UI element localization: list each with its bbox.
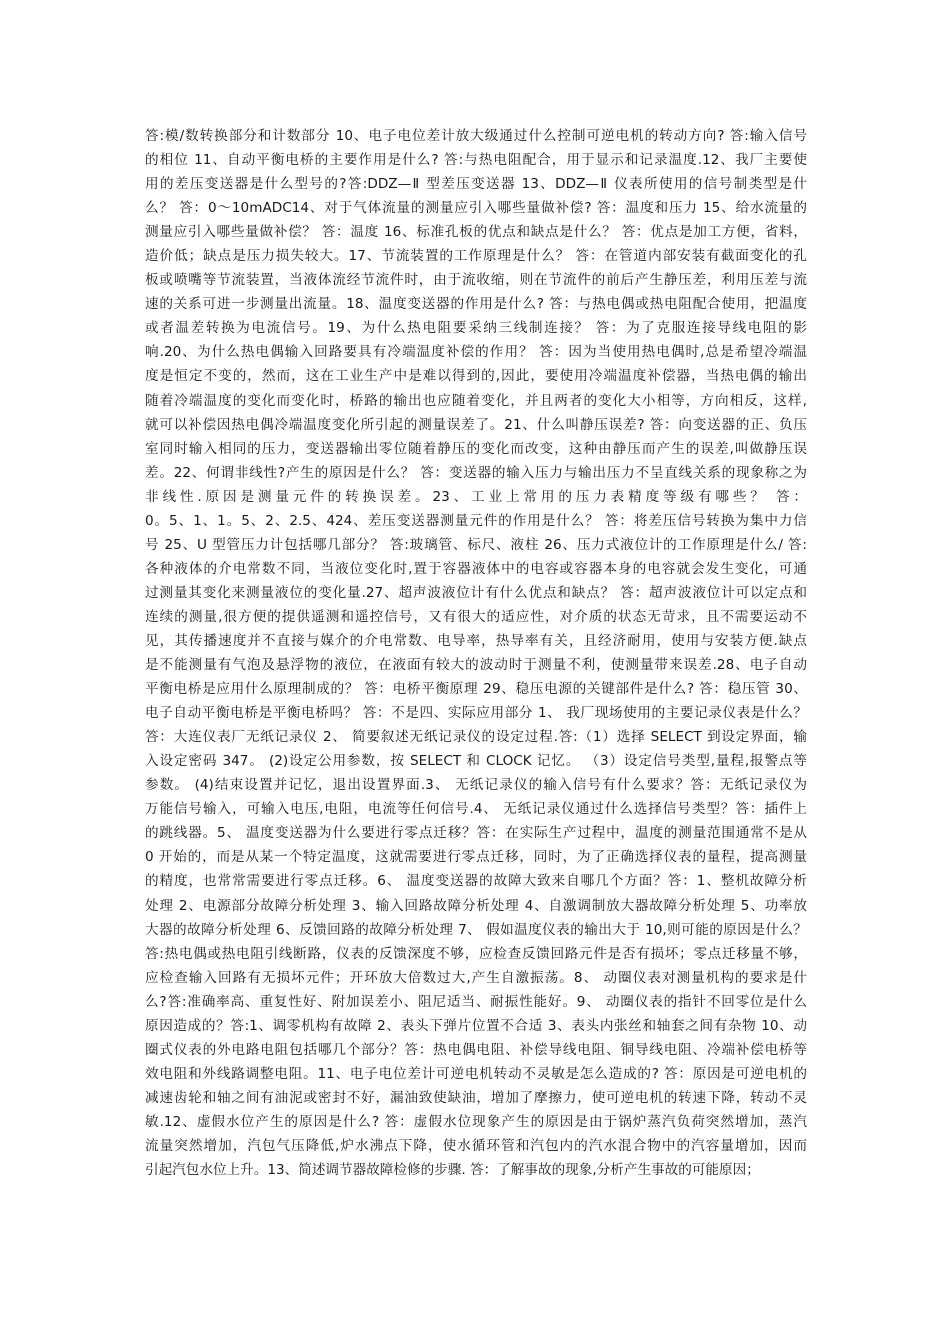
text-line: 平衡电桥是应用什么原理制成的？ 答：电桥平衡原理 29、稳压电源的关键部件是什么? 答：稳压管 30、	[145, 681, 807, 698]
text-line: 答:模/数转换部分和计数部分 10、电子电位差计放大级通过什么控制可逆电机的转动方向? 答:输入信号	[145, 128, 807, 144]
text-line: 是不能测量有气泡及悬浮物的液位，在液面有较大的波动时于测量不利，使测量带来误差.28、电子自动	[145, 657, 807, 674]
text-line: 度是恒定不变的，然而，这在工业生产中是难以得到的,因此，要使用冷端温度补偿器，当热电偶的输出	[145, 368, 807, 385]
text-line: 响.20、为什么热电偶输入回路要具有冷端温度补偿的作用？ 答：因为当使用热电偶时,总是希望冷端温	[145, 344, 807, 361]
document-body	[145, 124, 807, 1182]
text-line: 0。5、1、1。5、2、2.5、424、差压变送器测量元件的作用是什么？ 答：将差压信号转换为集中力信	[145, 512, 807, 529]
text-line: 过测量其变化来测量液位的变化量.27、超声波液位计有什么优点和缺点？ 答：超声波液位计可以定点和	[145, 584, 807, 601]
text-line: 或者温差转换为电流信号。19、为什么热电阻要采纳三线制连接？ 答：为了克服连接导线电阻的影	[145, 320, 807, 337]
text-line: 各种液体的介电常数不同，当液位变化时,置于容器液体中的电容或容器本身的电容就会发生变化，可通	[145, 560, 807, 577]
text-line: 号 25、U 型管压力计包括哪几部分？ 答:玻璃管、标尺、液柱 26、压力式液位计的工作原理是什么/ 答:	[145, 536, 807, 553]
text-line: 室同时输入相同的压力，变送器输出零位随着静压的变化而改变，这种由静压而产生的误差,叫做静压误	[145, 440, 807, 457]
text-line: 应检查输入回路有无损坏元件；开环放大倍数过大,产生自激振荡。8、 动圈仪表对测量机构的要求是什	[145, 969, 807, 986]
text-line: 的跳线器。5、 温度变送器为什么要进行零点迁移？答：在实际生产过程中，温度的测量范围通常不是从	[145, 825, 807, 842]
text-line: 引起汽包水位上升。13、简述调节器故障检修的步骤. 答：了解事故的现象,分析产生事故的可能原因；	[145, 1162, 760, 1179]
text-line: 敏.12、虚假水位产生的原因是什么? 答：虚假水位现象产生的原因是由于锅炉蒸汽负荷突然增加，蒸汽	[145, 1113, 807, 1130]
text-line: 入设定密码 347。 (2)设定公用参数，按 SELECT 和 CLOCK 记忆。 （3）设定信号类型,量程,报警点等	[145, 753, 807, 770]
text-line: 圈式仪表的外电路电阻包括哪几个部分？答：热电偶电阻、补偿导线电阻、铜导线电阻、冷端补偿电桥等	[145, 1041, 807, 1058]
text-line: 电子自动平衡电桥是平衡电桥吗？ 答：不是四、实际应用部分 1、 我厂现场使用的主要记录仪表是什么？	[145, 705, 807, 722]
text-line: 原因造成的？答:1、调零机构有故障 2、表头下弹片位置不合适 3、表头内张丝和轴套之间有杂物 10、动	[145, 1017, 807, 1034]
text-line: 测量应引入哪些量做补偿？ 答：温度 16、标准孔板的优点和缺点是什么？ 答：优点是加工方便，省料，	[145, 224, 807, 241]
text-line: 么?答:准确率高、重复性好、附加误差小、阻尼适当、耐振性能好。9、 动圈仪表的指针不回零位是什么	[145, 993, 807, 1010]
text-line: 的相位 11、自动平衡电桥的主要作用是什么? 答:与热电阻配合，用于显示和记录温度.12、我厂主要使	[145, 152, 807, 169]
text-line: 答：大连仪表厂无纸记录仪 2、 简要叙述无纸记录仪的设定过程.答:（1）选择 SELECT 到设定界面，输	[145, 729, 807, 746]
text-line: 速的关系可进一步测量出流量。18、温度变送器的作用是什么? 答：与热电偶或热电阻配合使用，把温度	[145, 296, 807, 313]
text-line: 0 开始的，而是从某一个特定温度，这就需要进行零点迁移，同时，为了正确选择仪表的量程，提高测量	[145, 849, 807, 866]
text-line: 大器的故障分析处理 6、反馈回路的故障分析处理 7、 假如温度仪表的输出大于 10,则可能的原因是什么？	[145, 921, 807, 938]
text-line: 参数。 (4)结束设置并记忆，退出设置界面.3、 无纸记录仪的输入信号有什么要求？答：无纸记录仪为	[145, 777, 807, 794]
text-line: 答:热电偶或热电阻引线断路，仪表的反馈深度不够，应检查反馈回路元件是否有损坏；零点迁移量不够，	[145, 945, 807, 962]
text-line: 流量突然增加，汽包气压降低,炉水沸点下降，使水循环管和汽包内的汽水混合物中的汽容量增加，因而	[145, 1137, 807, 1154]
text-line: 用的差压变送器是什么型号的?答:DDZ—Ⅱ 型差压变送器 13、DDZ—Ⅱ 仪表所使用的信号制类型是什	[145, 176, 807, 193]
text-line: 处理 2、电源部分故障分析处理 3、输入回路故障分析处理 4、自激调制放大器故障分析处理 5、功率放	[145, 897, 807, 914]
text-line: 造价低；缺点是压力损失较大。17、节流装置的工作原理是什么？ 答：在管道内部安装有截面变化的孔	[145, 248, 807, 265]
text-line: 见，其传播速度并不直接与媒介的介电常数、电导率，热导率有关，且经济耐用，使用与安装方便.缺点	[145, 632, 807, 649]
text-line: 的精度，也常常需要进行零点迁移。6、 温度变送器的故障大致来自哪几个方面？答：1、整机故障分析	[145, 873, 807, 890]
text-line: 就可以补偿因热电偶冷端温度变化所引起的测量误差了。21、什么叫静压误差? 答：向变送器的正、负压	[145, 416, 807, 433]
text-line: 连续的测量,很方便的提供遥测和遥控信号，又有很大的适应性，对介质的状态无苛求，且不需要运动不	[145, 608, 807, 625]
text-line: 效电阻和外线路调整电阻。11、电子电位差计可逆电机转动不灵敏是怎么造成的? 答：原因是可逆电机的	[145, 1065, 807, 1082]
text-line: 万能信号输入，可输入电压,电阻，电流等任何信号.4、 无纸记录仪通过什么选择信号类型？答：插件上	[145, 801, 807, 818]
text-line: 非线性.原因是测量元件的转换误差。23、工业上常用的压力表精度等级有哪些？ 答：	[145, 488, 807, 505]
text-line: 减速齿轮和轴之间有油泥或密封不好，漏油致使缺油，增加了摩擦力，使可逆电机的转速下降，转动不灵	[145, 1089, 807, 1106]
text-line: 差。22、何谓非线性?产生的原因是什么？ 答：变送器的输入压力与输出压力不呈直线关系的现象称之为	[145, 464, 807, 481]
text-line: 么？ 答：0～10mADC14、对于气体流量的测量应引入哪些量做补偿? 答：温度和压力 15、给水流量的	[145, 200, 807, 217]
text-line: 随着冷端温度的变化而变化时，桥路的输出也应随着变化，并且两者的变化大小相等，方向相反，这样,	[145, 392, 807, 409]
text-line: 板或喷嘴等节流装置，当液体流经节流件时，由于流收缩，则在节流件的前后产生静压差，利用压差与流	[145, 272, 807, 289]
